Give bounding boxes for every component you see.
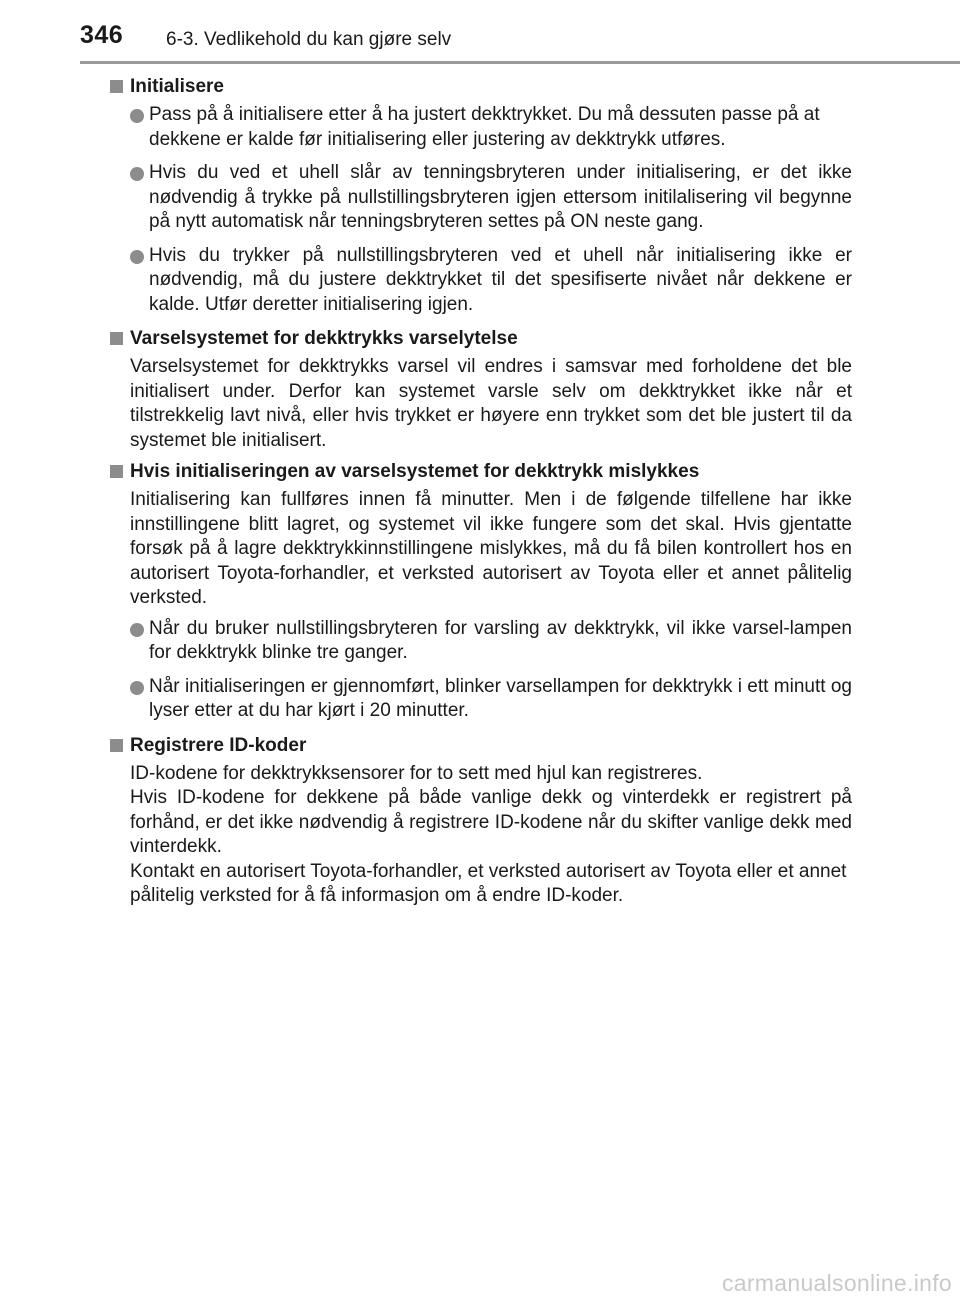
- bullet-text: Hvis du trykker på nullstillingsbryteren ved et uhell når initialisering ikke er nødvendig, må du justere dekktrykket til det spesifiserte nivået når dekkene er kalde. Utfør deretter initialisering igjen.: [149, 244, 852, 315]
- watermark: carmanualsonline.info: [721, 1270, 952, 1296]
- section-heading: [108, 326, 852, 351]
- section-heading-text: Varselsystemet for dekktrykks varselytelse: [130, 328, 518, 349]
- bullet-text: Når du bruker nullstillingsbryteren for varsling av dekktrykk, vil ikke varsel-lampen for dekktrykk blinke tre ganger.: [149, 617, 852, 663]
- bullet-text: Hvis du ved et uhell slår av tenningsbryteren under initialisering, er det ikke nødvendig å trykke på nullstillingsbryteren igjen ettersom initilalisering vil begynne på nytt automatisk når tenningsbryteren settes på ON neste gang.: [149, 162, 852, 232]
- section-heading-text: Registrere ID-koder: [130, 734, 307, 756]
- section-heading: [108, 74, 852, 99]
- round-bullet-icon: [130, 167, 144, 181]
- bullet-text: Når initialiseringen er gjennomført, blinker varsellampen for dekktrykk i ett minutt og lyser etter at du har kjørt i 20 minutter.: [149, 675, 852, 721]
- paragraph: [130, 762, 852, 909]
- round-bullet-icon: [130, 250, 144, 264]
- round-bullet-icon: [130, 681, 144, 695]
- round-bullet-icon: [130, 109, 144, 123]
- paragraph: Varselsystemet for dekktrykks varsel vil endres i samsvar med forholdene det ble initialisert under. Derfor kan systemet varsle selv om dekktrykket ikke når et tilstrekkelig lavt nivå, eller hvis trykket er høyere enn trykket som det ble justert til da systemet ble initialisert.: [130, 356, 852, 451]
- page-content: [108, 74, 852, 915]
- section-registrere-id-koder: [108, 733, 852, 909]
- section-heading: [108, 459, 852, 484]
- section-initialisere: [108, 74, 852, 317]
- section-heading: [108, 733, 852, 758]
- bullet-item: [130, 617, 852, 666]
- section-heading-text: Hvis initialiseringen av varselsystemet for dekktrykk mislykkes: [130, 461, 700, 482]
- paragraph-line: Hvis ID-kodene for dekkene på både vanlige dekk og vinterdekk er registrert på forhånd, er det ikke nødvendig å registrere ID-kodene når du skifter vanlige dekk med vinterdekk.: [130, 787, 852, 857]
- square-bullet-icon: [110, 80, 123, 93]
- bullet-item: [130, 103, 852, 152]
- section-heading-text: Initialisere: [130, 76, 224, 97]
- section-varselytelse: [108, 326, 852, 453]
- square-bullet-icon: [110, 739, 123, 752]
- paragraph: Initialisering kan fullføres innen få minutter. Men i de følgende tilfellene har ikke innstillingene blitt lagret, og systemet vil ikke fungere som det skal. Hvis gjentatte forsøk på å lagre dekktrykkinnstillingene mislykkes, må du få bilen kontrollert hos en autorisert Toyota-forhandler, et verksted autorisert av Toyota eller et annet pålitelig verksted.: [130, 489, 852, 608]
- square-bullet-icon: [110, 465, 123, 478]
- bullet-item: [130, 675, 852, 724]
- bullet-item: [130, 244, 852, 318]
- round-bullet-icon: [130, 623, 144, 637]
- header-divider: [80, 61, 960, 64]
- page-header: [0, 0, 960, 66]
- bullet-item: [130, 161, 852, 235]
- chapter-title: 6-3. Vedlikehold du kan gjøre selv: [166, 29, 452, 50]
- paragraph-line: ID-kodene for dekktrykksensorer for to sett med hjul kan registreres.: [130, 762, 703, 784]
- square-bullet-icon: [110, 332, 123, 345]
- page-number: 346: [80, 21, 124, 49]
- section-initialisering-mislykkes: [108, 459, 852, 724]
- bullet-text: Pass på å initialisere etter å ha justert dekktrykket. Du må dessuten passe på at dekkene er kalde før initialisering eller justering av dekktrykk utføres.: [149, 104, 820, 150]
- paragraph-line: Kontakt en autorisert Toyota-forhandler, et verksted autorisert av Toyota eller et annet pålitelig verksted for å få informasjon om å endre ID-koder.: [130, 860, 847, 906]
